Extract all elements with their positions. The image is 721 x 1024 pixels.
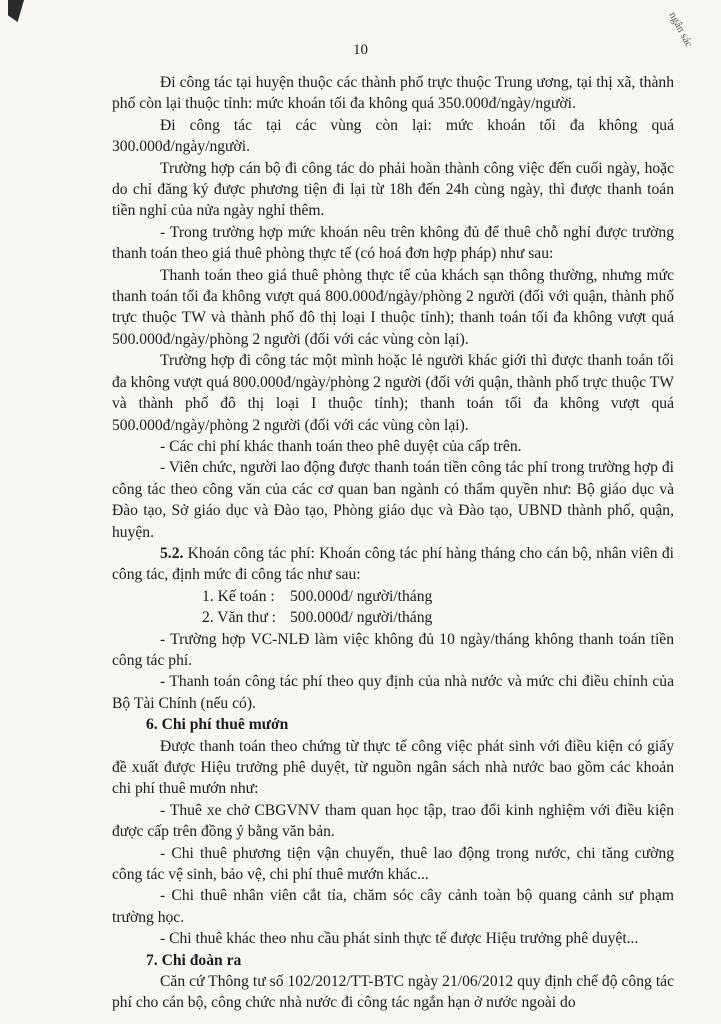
paragraph: - Các chi phí khác thanh toán theo phê duyệt của cấp trên. xyxy=(160,437,522,455)
paragraph: Trường hợp đi công tác một mình hoặc lẻ người khác giới thì được thanh toán tối đa không vượt quá 800.000đ/ngày/phòng 2 người (đối với quận, thành phố trực thuộc TW và thành phố đô thị loại I thuộc tỉnh); thanh toán tối đa không vượt quá 500.000đ/ngày/phòng 2 người (đối với các vùng còn lại). xyxy=(112,352,674,434)
list-item-label: 1. Kế toán : xyxy=(202,587,275,605)
list-item-label: 2. Văn thư : xyxy=(202,609,277,627)
paragraph: Được thanh toán theo chứng từ thực tế công việc phát sinh với điều kiện có giấy đề xuất được Hiệu trưởng phê duyệt, từ nguồn ngân sách nhà nước bao gồm các khoản chi phí thuê mướn như: xyxy=(112,737,674,798)
section-5-2-number: 5.2. xyxy=(160,544,184,562)
paragraph: - Chi thuê khác theo nhu cầu phát sinh thực tế được Hiệu trưởng phê duyệt... xyxy=(160,930,639,948)
list-item xyxy=(112,607,674,628)
paragraph: - Thanh toán công tác phí theo quy định của nhà nước và mức chi điều chỉnh của Bộ Tài Chính (nếu có). xyxy=(112,673,674,712)
paragraph: - Trong trường hợp mức khoán nêu trên không đủ để thuê chỗ nghỉ được trường thanh toán theo giá thuê phòng thực tế (có hoá đơn hợp pháp) như sau: xyxy=(112,223,674,263)
section-7-heading: 7. Chi đoàn ra xyxy=(146,951,242,969)
paragraph: Căn cứ Thông tư số 102/2012/TT-BTC ngày 21/06/2012 quy định chế độ công tác phí cho cán bộ, công chức nhà nước đi công tác ngắn hạn ở nước ngoài do xyxy=(112,973,674,1012)
list-item xyxy=(112,586,674,607)
section-5-2 xyxy=(112,543,674,586)
paragraph: - Thuê xe chở CBGVNV tham quan học tập, trao đổi kinh nghiệm với điều kiện được cấp trên đồng ý bằng văn bản. xyxy=(112,801,674,841)
list-item-value: 500.000đ/ người/tháng xyxy=(290,587,433,605)
page-number: 10 xyxy=(353,42,368,58)
section-5-2-text: Khoán công tác phí: Khoán công tác phí hàng tháng cho cán bộ, nhân viên đi công tác, định mức đi công tác như sau: xyxy=(112,544,674,584)
paragraph: Trường hợp cán bộ đi công tác do phải hoàn thành công việc đến cuối ngày, hoặc do chỉ đăng ký được phương tiện đi lại từ 18h đến 24h cùng ngày, thì được thanh toán tiền nghỉ của nửa ngày nghỉ thêm. xyxy=(112,159,674,220)
margin-note: ngân sác xyxy=(666,10,695,50)
list-item-value: 500.000đ/ người/tháng xyxy=(290,609,433,627)
paragraph: Đi công tác tại huyện thuộc các thành phố trực thuộc Trung ương, tại thị xã, thành phố còn lại thuộc tỉnh: mức khoán tối đa không quá 350.000đ/ngày/người. xyxy=(112,74,674,113)
section-6-heading: 6. Chi phí thuê mướn xyxy=(146,716,289,734)
document-body xyxy=(112,72,674,1014)
paragraph: - Chi thuê phương tiện vận chuyển, thuê lao động trong nước, chi tăng cường công tác vệ sinh, bảo vệ, chi phí thuê mướn khác... xyxy=(112,844,674,884)
paragraph: - Trường hợp VC-NLĐ làm việc không đủ 10 ngày/tháng không thanh toán tiền công tác phí. xyxy=(112,630,674,669)
paragraph: - Chi thuê nhân viên cắt tỉa, chăm sóc cây cảnh toàn bộ quang cảnh sư phạm trường học. xyxy=(112,887,674,926)
paragraph: Đi công tác tại các vùng còn lại: mức khoán tối đa không quá 300.000đ/ngày/người. xyxy=(112,116,674,156)
paragraph: - Viên chức, người lao động được thanh toán tiền công tác phí trong trường hợp đi công tác theo công văn của các cơ quan ban ngành có thẩm quyền như: Bộ giáo dục và Đào tạo, Sở giáo dục và Đào tạo, Phòng giáo dục và Đào tạo, UBND thành phố, quận, huyện. xyxy=(112,459,674,541)
paragraph: Thanh toán theo giá thuê phòng thực tế của khách sạn thông thường, nhưng mức thanh toán tối đa không vượt quá 800.000đ/ngày/phòng 2 người (đối với quận, thành phố trực thuộc TW và thành phố đô thị loại I thuộc tỉnh); thanh toán tối đa không vượt quá 500.000đ/ngày/phòng 2 người (đối với các vùng còn lại). xyxy=(112,266,674,348)
scan-corner-mark xyxy=(8,0,24,22)
